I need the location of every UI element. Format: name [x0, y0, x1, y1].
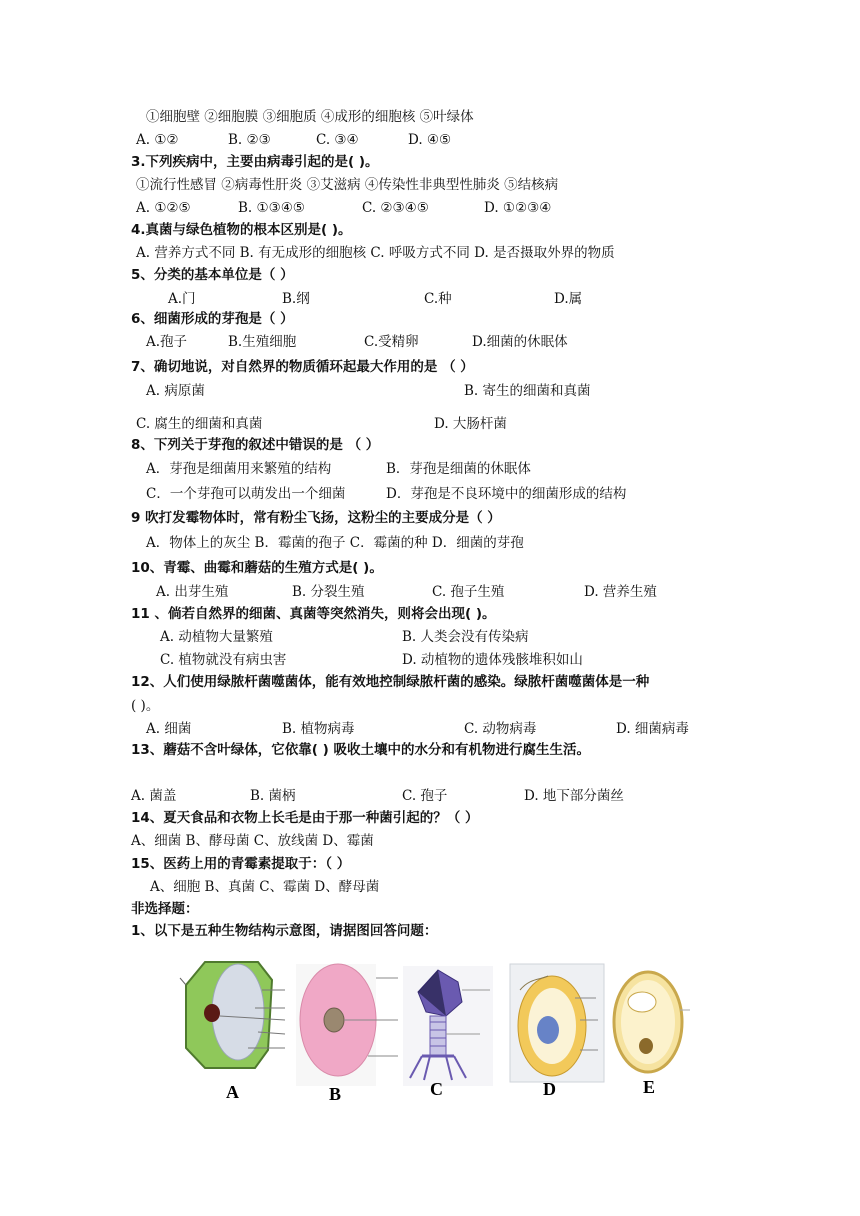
q3-choice-c: C. ②③④⑤ — [362, 200, 429, 216]
q13-choice-d: D. 地下部分菌丝 — [524, 788, 624, 804]
q12-stem-blank: ( )。 — [131, 698, 160, 714]
section-title: 非选择题： — [131, 901, 199, 917]
q12-choice-c: C. 动物病毒 — [464, 721, 537, 737]
q10-choice-a: A. 出芽生殖 — [156, 584, 229, 600]
virus-diagram — [403, 966, 493, 1086]
q12-stem: 12、人们使用绿脓杆菌噬菌体，能有效地控制绿脓杆菌的感染。绿脓杆菌噬菌体是一种 — [131, 674, 650, 690]
q8-choice-a: A．芽孢是细菌用来繁殖的结构 — [146, 461, 332, 477]
q13-choice-c: C. 孢子 — [402, 788, 448, 804]
q12-choice-a: A. 细菌 — [146, 721, 192, 737]
q8-choice-c: C．一个芽孢可以萌发出一个细菌 — [146, 486, 346, 502]
q11-choice-c: C. 植物就没有病虫害 — [160, 652, 287, 668]
q12-choice-d: D. 细菌病毒 — [616, 721, 689, 737]
figure-label-a: A — [226, 1082, 239, 1102]
q8-choice-d: D．芽孢是不良环境中的细菌形成的结构 — [386, 486, 627, 502]
figure-label-c: C — [430, 1079, 443, 1099]
q10-choice-d: D. 营养生殖 — [584, 584, 657, 600]
q11-choice-d: D. 动植物的遗体残骸堆积如山 — [402, 652, 583, 668]
q5-choice-b: B.纲 — [282, 291, 310, 307]
q2-choice-a: A. ①② — [136, 132, 179, 148]
q13-choice-a: A. 菌盖 — [131, 788, 177, 804]
q9-choices: A．物体上的灰尘 B．霉菌的孢子 C．霉菌的种 D．细菌的芽孢 — [146, 535, 524, 551]
q14-choices: A、细菌 B、酵母菌 C、放线菌 D、霉菌 — [131, 833, 374, 849]
q4-choices: A. 营养方式不同 B. 有无成形的细胞核 C. 呼吸方式不同 D. 是否摄取外界的物质 — [136, 245, 615, 261]
q5-choice-c: C.种 — [424, 291, 452, 307]
figure-label-e: E — [643, 1077, 656, 1097]
q3-options: ①流行性感冒 ②病毒性肝炎 ③艾滋病 ④传染性非典型性肺炎 ⑤结核病 — [136, 177, 559, 193]
yeast-cell-diagram — [614, 972, 690, 1072]
q14-stem: 14、夏天食品和衣物上长毛是由于那一种菌引起的？（ ） — [131, 810, 479, 826]
q2-options: ①细胞壁 ②细胞膜 ③细胞质 ④成形的细胞核 ⑤叶绿体 — [146, 109, 474, 125]
q5-choice-a: A.门 — [168, 291, 196, 307]
q11-choice-b: B. 人类会没有传染病 — [402, 629, 529, 645]
q13-choice-b: B. 菌柄 — [250, 788, 296, 804]
plant-cell-diagram — [180, 962, 285, 1068]
q8-choice-b: B．芽孢是细菌的休眠体 — [386, 461, 531, 477]
q10-choice-b: B. 分裂生殖 — [292, 584, 365, 600]
q4-stem: 4.真菌与绿色植物的根本区别是( )。 — [131, 222, 352, 238]
q15-stem: 15、医药上用的青霉素提取于：（ ） — [131, 856, 351, 872]
q2-choice-c: C. ③④ — [316, 132, 359, 148]
q7-choice-c: C. 腐生的细菌和真菌 — [136, 416, 263, 432]
q7-choice-b: B. 寄生的细菌和真菌 — [464, 383, 591, 399]
q12-choice-b: B. 植物病毒 — [282, 721, 355, 737]
q5-choice-d: D.属 — [554, 291, 583, 307]
q6-choice-c: C.受精卵 — [364, 334, 419, 350]
q9-stem: 9 吹打发霉物体时，常有粉尘飞扬，这粉尘的主要成分是（ ） — [131, 510, 501, 526]
q11-stem: 11 、倘若自然界的细菌、真菌等突然消失，则将会出现( )。 — [131, 606, 496, 622]
figure-label-d: D — [543, 1079, 556, 1099]
q8-stem: 8、下列关于芽孢的叙述中错误的是 （ ） — [131, 437, 380, 453]
animal-cell-diagram — [296, 964, 398, 1086]
figure-label-b: B — [329, 1084, 342, 1104]
q6-choice-d: D.细菌的休眠体 — [472, 334, 568, 350]
q15-choices: A、细胞 B、真菌 C、霉菌 D、酵母菌 — [150, 879, 380, 895]
q3-choice-b: B. ①③④⑤ — [238, 200, 305, 216]
q10-stem: 10、青霉、曲霉和蘑菇的生殖方式是( )。 — [131, 560, 383, 576]
q11-choice-a: A. 动植物大量繁殖 — [160, 629, 273, 645]
q3-stem: 3.下列疾病中，主要由病毒引起的是( )。 — [131, 154, 379, 170]
q2-choice-b: B. ②③ — [228, 132, 271, 148]
q13-stem: 13、蘑菇不含叶绿体，它依靠( ) 吸收土壤中的水分和有机物进行腐生生活。 — [131, 742, 591, 758]
q10-choice-c: C. 孢子生殖 — [432, 584, 505, 600]
q7-choice-d: D. 大肠杆菌 — [434, 416, 507, 432]
q3-choice-d: D. ①②③④ — [484, 200, 552, 216]
bacteria-diagram — [510, 964, 604, 1082]
q3-choice-a: A. ①②⑤ — [136, 200, 191, 216]
q7-choice-a: A. 病原菌 — [146, 383, 205, 399]
q6-choice-b: B.生殖细胞 — [228, 334, 297, 350]
q1-stem: 1、以下是五种生物结构示意图，请据图回答问题： — [131, 923, 438, 939]
q2-choice-d: D. ④⑤ — [408, 132, 452, 148]
q7-stem: 7、确切地说，对自然界的物质循环起最大作用的是 （ ） — [131, 359, 474, 375]
organism-structure-figure — [0, 950, 860, 1110]
q6-choice-a: A.孢子 — [146, 334, 188, 350]
q5-stem: 5、分类的基本单位是（ ） — [131, 267, 294, 283]
q6-stem: 6、细菌形成的芽孢是（ ） — [131, 311, 294, 327]
